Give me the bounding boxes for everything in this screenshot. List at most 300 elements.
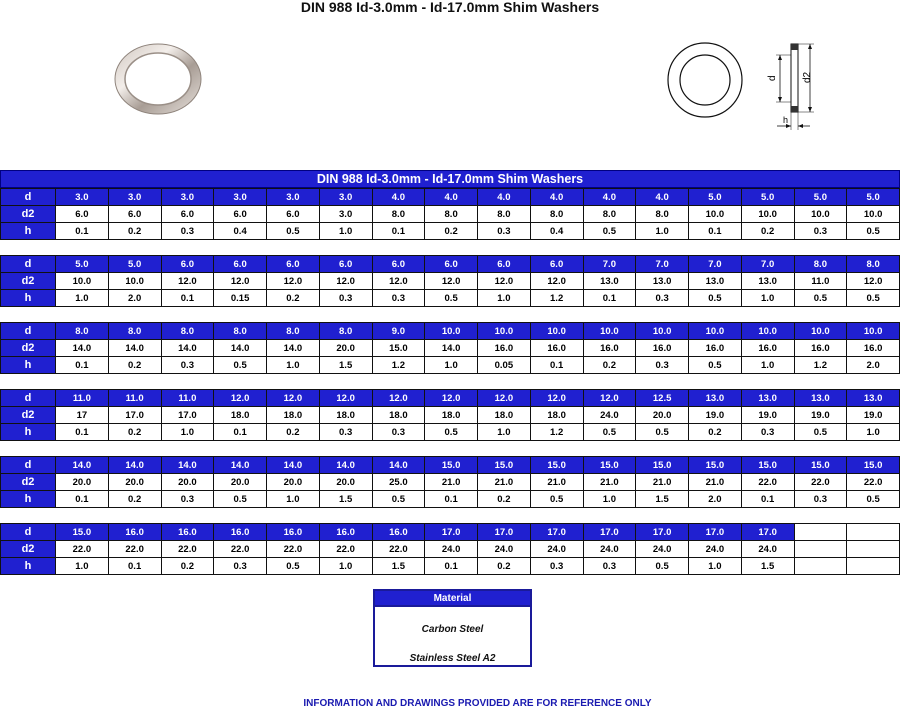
table-cell-h: 0.1 xyxy=(689,223,742,240)
table-cell-d2: 22.0 xyxy=(319,541,372,558)
table-cell-h: 1.0 xyxy=(319,558,372,575)
table-cell-d2: 6.0 xyxy=(161,206,214,223)
table-cell-d: 8.0 xyxy=(794,256,847,273)
table-cell-d: 5.0 xyxy=(741,189,794,206)
table-cell-d2: 6.0 xyxy=(108,206,161,223)
table-row-h xyxy=(1,424,900,441)
row-label-h: h xyxy=(1,424,56,441)
material-carbon-steel: Carbon Steel xyxy=(421,624,484,635)
table-cell-d: 16.0 xyxy=(372,524,425,541)
table-row-d xyxy=(1,457,900,474)
table-cell-d: 13.0 xyxy=(847,390,900,407)
table-cell-d2: 6.0 xyxy=(214,206,267,223)
table-cell-d2: 18.0 xyxy=(372,407,425,424)
table-cell-d: 13.0 xyxy=(794,390,847,407)
table-cell-d: 6.0 xyxy=(478,256,531,273)
table-cell-d: 5.0 xyxy=(847,189,900,206)
table-cell-h: 1.0 xyxy=(847,424,900,441)
table-row-h xyxy=(1,558,900,575)
table-cell-d: 3.0 xyxy=(161,189,214,206)
table-cell-d2: 16.0 xyxy=(741,340,794,357)
table-cell-d: 15.0 xyxy=(847,457,900,474)
table-cell-d2: 19.0 xyxy=(794,407,847,424)
table-cell-h: 0.5 xyxy=(636,558,689,575)
table-cell-h: 1.0 xyxy=(319,223,372,240)
table-cell-d2: 21.0 xyxy=(583,474,636,491)
table-cell-d: 16.0 xyxy=(267,524,320,541)
table-cell-d: 6.0 xyxy=(214,256,267,273)
table-cell-d2: 13.0 xyxy=(689,273,742,290)
table-cell-d2: 16.0 xyxy=(478,340,531,357)
table-cell-d: 6.0 xyxy=(319,256,372,273)
table-row-d xyxy=(1,524,900,541)
table-cell-h: 0.2 xyxy=(583,357,636,374)
table-cell-d: 14.0 xyxy=(267,457,320,474)
table-cell-h: 0.3 xyxy=(794,491,847,508)
table-cell-d: 12.0 xyxy=(372,390,425,407)
table-cell-d2: 24.0 xyxy=(689,541,742,558)
table-cell-d: 15.0 xyxy=(741,457,794,474)
block-gap xyxy=(0,307,900,322)
table-cell-h: 0.5 xyxy=(267,223,320,240)
table-cell-d: 15.0 xyxy=(689,457,742,474)
table-cell-d2: 21.0 xyxy=(636,474,689,491)
table-cell-h: 0.3 xyxy=(741,424,794,441)
table-cell-d2: 12.0 xyxy=(161,273,214,290)
table-cell-h: 0.2 xyxy=(267,290,320,307)
table-cell-d2: 14.0 xyxy=(108,340,161,357)
table-cell-d: 3.0 xyxy=(108,189,161,206)
table-cell-d: 10.0 xyxy=(425,323,478,340)
spec-table-block xyxy=(0,322,900,374)
table-row-d2 xyxy=(1,407,900,424)
table-cell-h: 1.0 xyxy=(741,290,794,307)
table-cell-d2: 13.0 xyxy=(741,273,794,290)
table-cell-d2: 10.0 xyxy=(56,273,109,290)
table-cell-d: 3.0 xyxy=(267,189,320,206)
table-row-h xyxy=(1,290,900,307)
block-gap xyxy=(0,374,900,389)
table-cell-d2: 24.0 xyxy=(425,541,478,558)
table-cell-h: 0.2 xyxy=(108,223,161,240)
spec-table-block xyxy=(0,456,900,508)
table-cell-d2: 24.0 xyxy=(583,541,636,558)
table-cell-h: 0.3 xyxy=(161,223,214,240)
table-cell-d: 17.0 xyxy=(530,524,583,541)
table-row-d xyxy=(1,323,900,340)
table-cell-d: 3.0 xyxy=(214,189,267,206)
table-cell-d2: 12.0 xyxy=(372,273,425,290)
table-cell-d2: 20.0 xyxy=(636,407,689,424)
table-cell-d: 15.0 xyxy=(56,524,109,541)
table-cell-d2: 16.0 xyxy=(794,340,847,357)
table-cell-d: 6.0 xyxy=(530,256,583,273)
table-cell-d2: 3.0 xyxy=(319,206,372,223)
table-cell-d2: 19.0 xyxy=(847,407,900,424)
table-cell-d: 5.0 xyxy=(108,256,161,273)
table-cell-d2: 24.0 xyxy=(478,541,531,558)
table-cell-d2: 22.0 xyxy=(267,541,320,558)
table-row-d xyxy=(1,256,900,273)
washer-photo xyxy=(113,42,203,116)
table-cell-d: 17.0 xyxy=(689,524,742,541)
table-cell-h: 1.0 xyxy=(636,223,689,240)
table-cell-h: 0.5 xyxy=(425,290,478,307)
table-cell-h: 0.1 xyxy=(583,290,636,307)
table-cell-h: 0.2 xyxy=(478,558,531,575)
table-cell-h: 0.3 xyxy=(319,290,372,307)
table-cell-h: 1.2 xyxy=(372,357,425,374)
table-cell-h: 0.2 xyxy=(108,424,161,441)
table-cell-d: 11.0 xyxy=(108,390,161,407)
table-cell-d: 15.0 xyxy=(583,457,636,474)
table-cell-d2: 24.0 xyxy=(636,541,689,558)
table-cell-d2: 8.0 xyxy=(478,206,531,223)
row-label-d: d xyxy=(1,256,56,273)
table-cell-h: 0.05 xyxy=(478,357,531,374)
table-cell-d: 10.0 xyxy=(741,323,794,340)
table-cell-d xyxy=(847,524,900,541)
table-cell-d: 8.0 xyxy=(161,323,214,340)
table-cell-d: 8.0 xyxy=(847,256,900,273)
table-cell-d2: 17.0 xyxy=(108,407,161,424)
table-cell-d: 7.0 xyxy=(689,256,742,273)
table-row-d2 xyxy=(1,474,900,491)
table-cell-h: 1.2 xyxy=(530,290,583,307)
table-cell-h: 0.2 xyxy=(689,424,742,441)
table-cell-d: 10.0 xyxy=(478,323,531,340)
table-cell-d: 10.0 xyxy=(636,323,689,340)
table-cell-d: 13.0 xyxy=(689,390,742,407)
table-cell-h: 1.0 xyxy=(56,290,109,307)
spec-table-block xyxy=(0,188,900,240)
table-cell-d2 xyxy=(794,541,847,558)
spec-table-block xyxy=(0,255,900,307)
table-cell-d2: 12.0 xyxy=(425,273,478,290)
table-cell-h: 1.5 xyxy=(372,558,425,575)
washer-drawing xyxy=(665,40,840,135)
table-cell-h: 0.2 xyxy=(161,558,214,575)
table-cell-h: 1.0 xyxy=(478,290,531,307)
table-cell-d: 12.0 xyxy=(478,390,531,407)
table-cell-d2: 13.0 xyxy=(636,273,689,290)
table-cell-h: 0.5 xyxy=(372,491,425,508)
table-cell-d: 4.0 xyxy=(478,189,531,206)
table-cell-d: 16.0 xyxy=(214,524,267,541)
table-cell-h: 1.0 xyxy=(267,491,320,508)
table-cell-d: 14.0 xyxy=(372,457,425,474)
table-cell-d2: 24.0 xyxy=(583,407,636,424)
table-cell-d2: 21.0 xyxy=(530,474,583,491)
material-heading: Material xyxy=(375,591,530,607)
table-cell-d: 7.0 xyxy=(741,256,794,273)
page-title: DIN 988 Id-3.0mm - Id-17.0mm Shim Washers xyxy=(300,0,600,15)
dim-h-label: h xyxy=(783,115,789,125)
table-cell-d2: 8.0 xyxy=(425,206,478,223)
table-cell-h: 1.0 xyxy=(689,558,742,575)
table-cell-h: 0.1 xyxy=(108,558,161,575)
table-cell-h: 0.1 xyxy=(56,223,109,240)
table-row-d xyxy=(1,189,900,206)
block-gap xyxy=(0,240,900,255)
table-cell-h: 1.5 xyxy=(741,558,794,575)
row-label-d2: d2 xyxy=(1,407,56,424)
table-cell-d: 14.0 xyxy=(56,457,109,474)
material-stainless-steel: Stainless Steel A2 xyxy=(409,653,496,664)
table-cell-h: 0.1 xyxy=(56,357,109,374)
table-cell-d2: 16.0 xyxy=(689,340,742,357)
table-cell-d2: 20.0 xyxy=(267,474,320,491)
table-cell-d2: 18.0 xyxy=(267,407,320,424)
table-row-d2 xyxy=(1,206,900,223)
table-cell-d2: 17 xyxy=(56,407,109,424)
table-cell-d: 4.0 xyxy=(372,189,425,206)
table-cell-d: 13.0 xyxy=(741,390,794,407)
table-cell-h: 0.3 xyxy=(636,357,689,374)
table-cell-d2: 12.0 xyxy=(319,273,372,290)
table-cell-d: 14.0 xyxy=(214,457,267,474)
table-cell-d2: 14.0 xyxy=(425,340,478,357)
table-cell-d: 4.0 xyxy=(530,189,583,206)
row-label-d: d xyxy=(1,189,56,206)
dim-d2-label: d2 xyxy=(802,71,813,83)
table-cell-d: 10.0 xyxy=(794,323,847,340)
table-cell-d2: 20.0 xyxy=(319,474,372,491)
table-cell-h: 0.5 xyxy=(530,491,583,508)
table-cell-d: 5.0 xyxy=(794,189,847,206)
table-cell-h: 0.3 xyxy=(161,357,214,374)
table-cell-d: 11.0 xyxy=(56,390,109,407)
table-cell-d: 15.0 xyxy=(530,457,583,474)
table-cell-d: 6.0 xyxy=(372,256,425,273)
table-cell-h: 0.5 xyxy=(214,491,267,508)
table-cell-d: 16.0 xyxy=(108,524,161,541)
table-cell-h: 0.4 xyxy=(214,223,267,240)
reference-disclaimer: INFORMATION AND DRAWINGS PROVIDED ARE FOR REFERENCE ONLY xyxy=(303,698,652,709)
table-cell-d: 17.0 xyxy=(583,524,636,541)
table-cell-d: 14.0 xyxy=(161,457,214,474)
table-cell-d2: 20.0 xyxy=(161,474,214,491)
table-cell-d2: 24.0 xyxy=(530,541,583,558)
table-cell-h: 1.2 xyxy=(794,357,847,374)
table-cell-d2: 18.0 xyxy=(530,407,583,424)
table-cell-d: 8.0 xyxy=(56,323,109,340)
table-cell-d: 5.0 xyxy=(56,256,109,273)
table-cell-d2: 8.0 xyxy=(530,206,583,223)
table-cell-d: 7.0 xyxy=(636,256,689,273)
row-label-h: h xyxy=(1,491,56,508)
table-cell-d: 15.0 xyxy=(425,457,478,474)
dimension-tables xyxy=(0,170,900,575)
table-cell-h: 0.1 xyxy=(425,491,478,508)
table-cell-d: 11.0 xyxy=(161,390,214,407)
table-cell-h: 0.2 xyxy=(478,491,531,508)
table-cell-h: 0.3 xyxy=(583,558,636,575)
table-cell-d2: 12.0 xyxy=(478,273,531,290)
spec-table-block xyxy=(0,389,900,441)
table-cell-d: 16.0 xyxy=(319,524,372,541)
row-label-d: d xyxy=(1,323,56,340)
table-cell-h: 1.0 xyxy=(741,357,794,374)
table-cell-h: 0.5 xyxy=(794,290,847,307)
table-cell-h xyxy=(794,558,847,575)
table-cell-d: 5.0 xyxy=(689,189,742,206)
table-cell-d: 6.0 xyxy=(425,256,478,273)
table-cell-h: 0.5 xyxy=(847,223,900,240)
table-cell-d2: 22.0 xyxy=(214,541,267,558)
table-cell-d: 16.0 xyxy=(161,524,214,541)
table-cell-d2: 12.0 xyxy=(267,273,320,290)
table-cell-d2: 14.0 xyxy=(56,340,109,357)
table-cell-h: 0.1 xyxy=(530,357,583,374)
table-cell-d2: 11.0 xyxy=(794,273,847,290)
table-cell-h: 0.5 xyxy=(583,223,636,240)
table-cell-d: 10.0 xyxy=(689,323,742,340)
table-cell-d2: 6.0 xyxy=(56,206,109,223)
table-cell-d: 4.0 xyxy=(583,189,636,206)
table-cell-d2: 8.0 xyxy=(372,206,425,223)
table-cell-d: 10.0 xyxy=(530,323,583,340)
table-cell-d: 15.0 xyxy=(636,457,689,474)
table-cell-d: 12.0 xyxy=(319,390,372,407)
table-cell-h: 0.3 xyxy=(161,491,214,508)
table-cell-h: 0.5 xyxy=(689,290,742,307)
table-cell-h: 0.5 xyxy=(794,424,847,441)
table-cell-h: 1.0 xyxy=(478,424,531,441)
table-cell-d2: 18.0 xyxy=(478,407,531,424)
table-cell-h: 0.3 xyxy=(372,424,425,441)
table-cell-d2: 22.0 xyxy=(56,541,109,558)
row-label-h: h xyxy=(1,223,56,240)
table-row-h xyxy=(1,223,900,240)
table-cell-h: 0.2 xyxy=(741,223,794,240)
material-box xyxy=(373,589,532,667)
table-cell-d: 8.0 xyxy=(108,323,161,340)
table-cell-d xyxy=(794,524,847,541)
table-cell-d2: 10.0 xyxy=(847,206,900,223)
table-cell-h: 0.1 xyxy=(741,491,794,508)
table-cell-d2: 17.0 xyxy=(161,407,214,424)
dim-d-label: d xyxy=(767,75,778,81)
block-gap xyxy=(0,441,900,456)
row-label-d2: d2 xyxy=(1,206,56,223)
table-cell-d2: 8.0 xyxy=(583,206,636,223)
table-cell-h: 1.0 xyxy=(425,357,478,374)
table-cell-d2: 18.0 xyxy=(425,407,478,424)
table-cell-d2: 18.0 xyxy=(214,407,267,424)
table-cell-d: 17.0 xyxy=(425,524,478,541)
table-cell-d2: 10.0 xyxy=(794,206,847,223)
table-cell-d2: 20.0 xyxy=(319,340,372,357)
table-cell-d2: 20.0 xyxy=(214,474,267,491)
table-cell-d: 10.0 xyxy=(847,323,900,340)
table-cell-d2: 20.0 xyxy=(56,474,109,491)
table-cell-h: 0.5 xyxy=(214,357,267,374)
row-label-d2: d2 xyxy=(1,273,56,290)
table-cell-h: 0.3 xyxy=(214,558,267,575)
table-cell-d2: 13.0 xyxy=(583,273,636,290)
table-cell-h: 0.3 xyxy=(478,223,531,240)
table-cell-h: 0.5 xyxy=(583,424,636,441)
table-cell-d: 9.0 xyxy=(372,323,425,340)
table-cell-d2: 22.0 xyxy=(161,541,214,558)
row-label-d: d xyxy=(1,390,56,407)
table-cell-d: 3.0 xyxy=(319,189,372,206)
table-cell-d: 15.0 xyxy=(478,457,531,474)
table-cell-h: 0.3 xyxy=(794,223,847,240)
row-label-h: h xyxy=(1,290,56,307)
table-cell-h: 1.0 xyxy=(267,357,320,374)
table-cell-d2: 22.0 xyxy=(847,474,900,491)
table-cell-d: 14.0 xyxy=(108,457,161,474)
table-cell-d: 17.0 xyxy=(478,524,531,541)
table-cell-d2: 10.0 xyxy=(108,273,161,290)
table-row-d2 xyxy=(1,340,900,357)
table-cell-d2: 16.0 xyxy=(636,340,689,357)
table-cell-d: 4.0 xyxy=(636,189,689,206)
table-cell-d: 15.0 xyxy=(794,457,847,474)
table-cell-d: 8.0 xyxy=(267,323,320,340)
table-cell-h xyxy=(847,558,900,575)
table-cell-d: 17.0 xyxy=(636,524,689,541)
table-cell-d: 12.0 xyxy=(214,390,267,407)
table-cell-d2: 21.0 xyxy=(425,474,478,491)
table-cell-d2: 22.0 xyxy=(108,541,161,558)
table-cell-d: 12.0 xyxy=(267,390,320,407)
table-cell-d2: 14.0 xyxy=(161,340,214,357)
table-cell-d2: 6.0 xyxy=(267,206,320,223)
table-cell-h: 0.5 xyxy=(689,357,742,374)
table-cell-h: 0.1 xyxy=(372,223,425,240)
table-cell-d2: 21.0 xyxy=(478,474,531,491)
row-label-d2: d2 xyxy=(1,541,56,558)
table-cell-d: 12.0 xyxy=(583,390,636,407)
table-cell-d2: 14.0 xyxy=(214,340,267,357)
table-cell-d2: 19.0 xyxy=(741,407,794,424)
row-label-d: d xyxy=(1,524,56,541)
table-cell-d: 14.0 xyxy=(319,457,372,474)
table-cell-h: 0.2 xyxy=(108,491,161,508)
table-cell-h: 0.1 xyxy=(56,424,109,441)
spec-table-block xyxy=(0,523,900,575)
table-cell-d2: 16.0 xyxy=(530,340,583,357)
table-cell-h: 0.5 xyxy=(425,424,478,441)
table-cell-d2: 20.0 xyxy=(108,474,161,491)
table-cell-d2: 24.0 xyxy=(741,541,794,558)
table-cell-d: 12.0 xyxy=(530,390,583,407)
table-banner: DIN 988 Id-3.0mm - Id-17.0mm Shim Washers xyxy=(0,170,900,188)
table-cell-h: 0.4 xyxy=(530,223,583,240)
table-cell-h: 0.3 xyxy=(530,558,583,575)
table-cell-d2: 19.0 xyxy=(689,407,742,424)
row-label-h: h xyxy=(1,558,56,575)
table-cell-h: 1.5 xyxy=(319,491,372,508)
table-cell-d2: 25.0 xyxy=(372,474,425,491)
table-row-d xyxy=(1,390,900,407)
table-cell-h: 0.3 xyxy=(319,424,372,441)
table-row-h xyxy=(1,357,900,374)
table-cell-d2: 10.0 xyxy=(741,206,794,223)
row-label-d2: d2 xyxy=(1,474,56,491)
table-cell-d: 7.0 xyxy=(583,256,636,273)
table-cell-h: 0.5 xyxy=(636,424,689,441)
table-cell-h: 1.0 xyxy=(161,424,214,441)
table-cell-d2: 18.0 xyxy=(319,407,372,424)
table-row-d2 xyxy=(1,273,900,290)
table-cell-h: 0.1 xyxy=(161,290,214,307)
table-cell-d2: 10.0 xyxy=(689,206,742,223)
table-cell-d2: 15.0 xyxy=(372,340,425,357)
